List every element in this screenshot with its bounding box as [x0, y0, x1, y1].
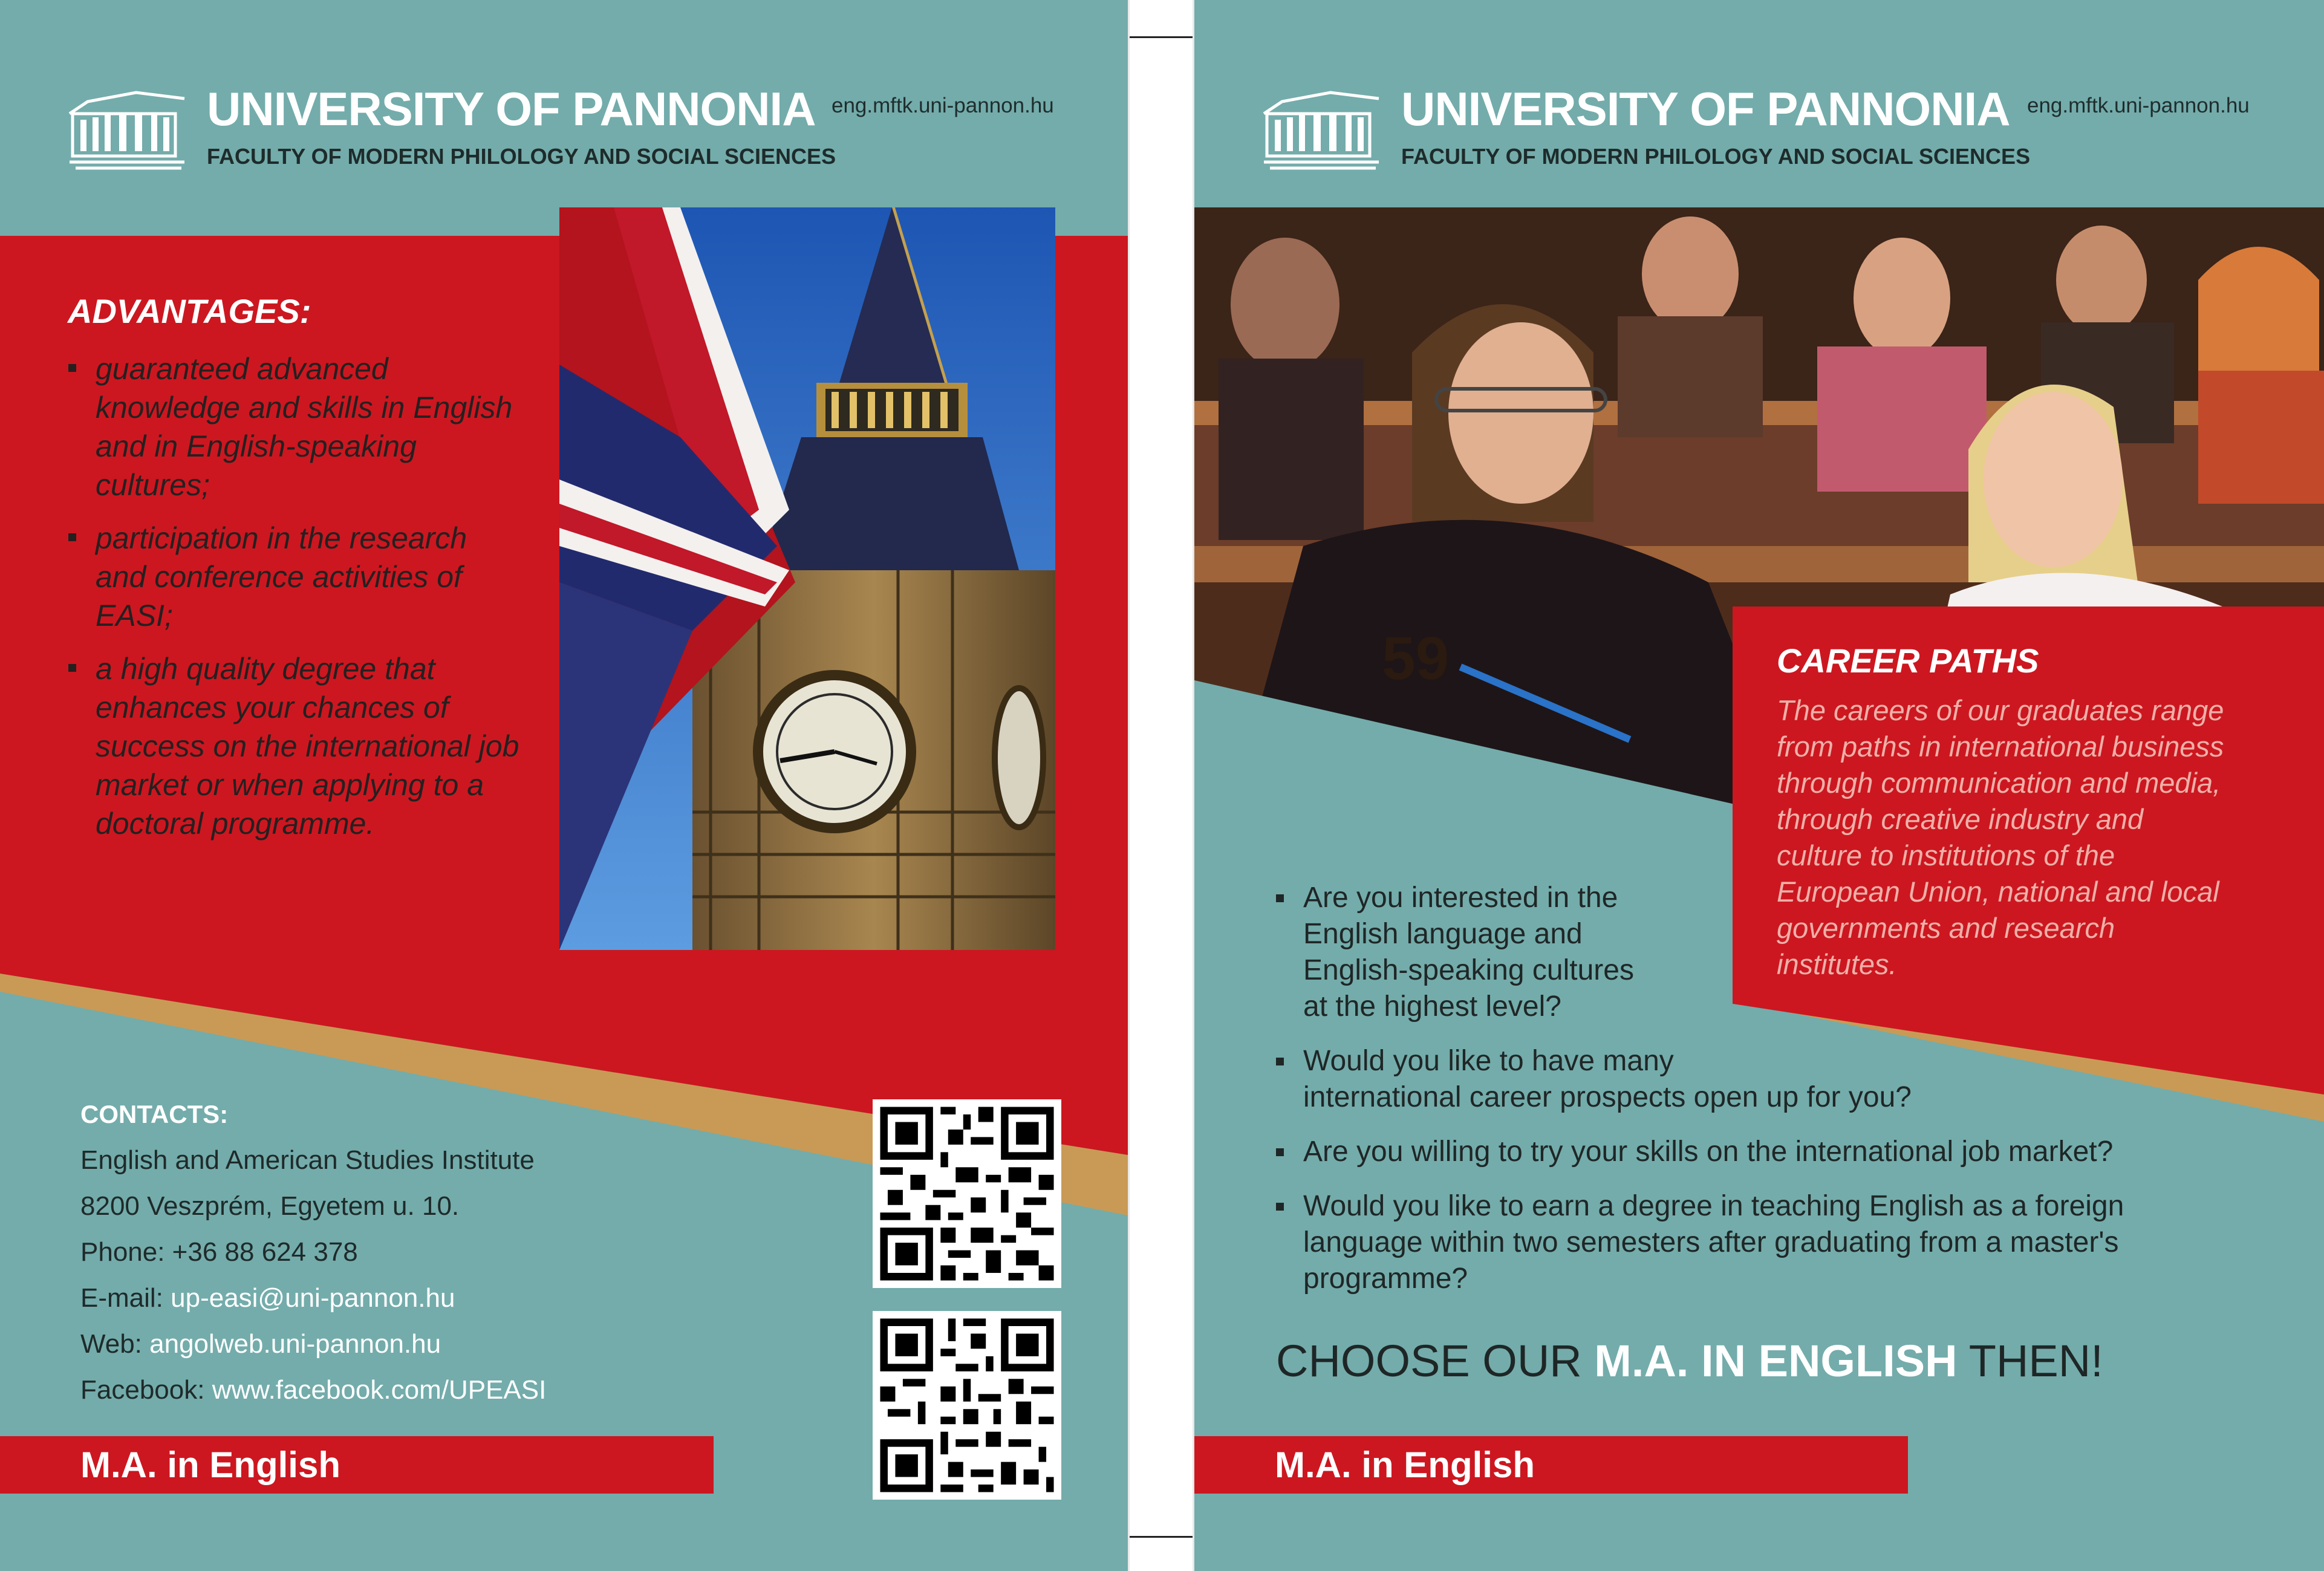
bullet-icon — [68, 364, 76, 372]
bullet-icon — [1276, 1148, 1284, 1156]
right-flyer-page — [1194, 0, 2324, 1571]
faculty-name: FACULTY OF MODERN PHILOLOGY AND SOCIAL SCIENCES — [207, 144, 836, 169]
email-label: E-mail: — [80, 1283, 171, 1313]
university-logo-icon — [1258, 77, 1385, 171]
university-name: UNIVERSITY OF PANNONIA — [1401, 82, 2010, 135]
contacts-heading: CONTACTS: — [80, 1100, 229, 1128]
left-footer-bar — [0, 1436, 714, 1494]
bullet-icon — [1276, 1203, 1284, 1211]
advantage-item: participation in the research and conference activities of EASI; — [68, 519, 552, 635]
left-header — [0, 0, 1128, 206]
question-item: Would you like to earn a degree in teaching English as a foreign language within two semesters after graduating from a master's programme? — [1276, 1188, 2213, 1297]
contacts-block — [80, 1091, 546, 1413]
teal-wedge — [1194, 680, 1769, 812]
advantages-list — [68, 350, 552, 843]
advantages-title: ADVANTAGES: — [68, 292, 311, 330]
bullet-icon — [68, 664, 76, 672]
question-item: Would you like to have many international career prospects open up for you? — [1276, 1043, 2213, 1116]
crop-mark — [1128, 1536, 1194, 1538]
career-paths-text: The careers of our graduates range from paths in international business through communication and media, through creative industry and culture to institutions of the European Union, national and local governments and research institutes. — [1777, 694, 2224, 980]
question-item: Are you willing to try your skills on the international job market? — [1276, 1134, 2213, 1170]
faculty-name: FACULTY OF MODERN PHILOLOGY AND SOCIAL SCIENCES — [1401, 144, 2031, 169]
desk-number: 59 — [1382, 625, 1450, 692]
address: 8200 Veszprém, Egyetem u. 10. — [80, 1191, 460, 1221]
bullet-icon — [68, 533, 76, 541]
questions-list — [1276, 880, 2213, 1297]
website-url: eng.mftk.uni-pannon.hu — [2027, 94, 2250, 117]
email-link[interactable]: up-easi@uni-pannon.hu — [171, 1283, 455, 1313]
qr-code-icon[interactable] — [873, 1311, 1061, 1500]
programme-name: M.A. in English — [1275, 1445, 1535, 1485]
big-ben-photo — [559, 207, 1055, 950]
right-header — [1194, 0, 2324, 206]
bullet-icon — [1276, 894, 1284, 902]
facebook-link[interactable]: www.facebook.com/UPEASI — [212, 1375, 547, 1405]
page-edge — [1193, 0, 1194, 1571]
question-item: Are you interested in the English language and English-speaking cultures at the highest level? — [1276, 880, 2213, 1025]
right-footer-bar — [1194, 1436, 1908, 1494]
bullet-icon — [1276, 1058, 1284, 1065]
qr-code-icon[interactable] — [873, 1099, 1061, 1288]
website-url: eng.mftk.uni-pannon.hu — [832, 94, 1054, 117]
advantage-item: a high quality degree that enhances your chances of success on the international job market or when applying to a doctoral programme. — [68, 649, 552, 843]
page-edge — [1128, 0, 1130, 1571]
university-logo-icon — [63, 77, 190, 171]
web-label: Web: — [80, 1329, 150, 1359]
university-name: UNIVERSITY OF PANNONIA — [207, 82, 816, 135]
left-flyer-page — [0, 0, 1128, 1571]
crop-mark — [1128, 36, 1194, 38]
call-to-action: CHOOSE OUR M.A. IN ENGLISH THEN! — [1276, 1336, 2103, 1386]
institute-name: English and American Studies Institute — [80, 1145, 535, 1175]
phone: Phone: +36 88 624 378 — [80, 1237, 358, 1267]
web-link[interactable]: angolweb.uni-pannon.hu — [149, 1329, 441, 1359]
facebook-label: Facebook: — [80, 1375, 212, 1405]
programme-name: M.A. in English — [80, 1445, 340, 1485]
advantage-item: guaranteed advanced knowledge and skills in English and in English-speaking cultures; — [68, 350, 552, 504]
career-paths-title: CAREER PATHS — [1777, 642, 2039, 680]
